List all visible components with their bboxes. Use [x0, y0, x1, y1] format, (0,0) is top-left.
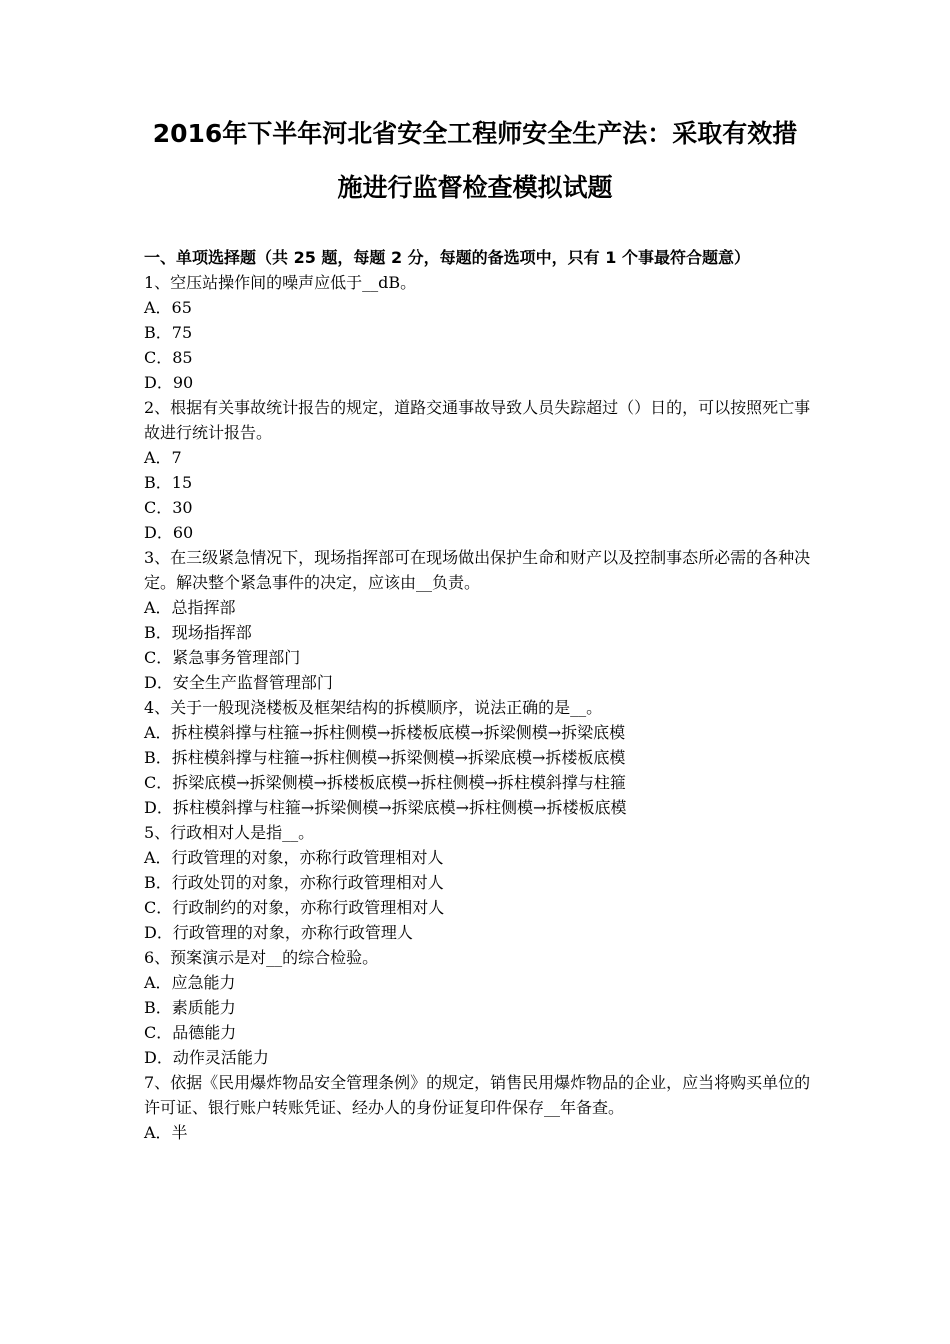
question-stem: 6、预案演示是对__的综合检验。: [144, 948, 379, 967]
option-a: A．总指挥部: [144, 598, 236, 617]
option-b: B．素质能力: [144, 998, 236, 1017]
option-c: C．85: [144, 348, 193, 367]
option-c: C．品德能力: [144, 1023, 237, 1042]
option-d: D．动作灵活能力: [144, 1048, 269, 1067]
question-stem: 1、空压站操作间的噪声应低于__dB。: [144, 273, 417, 292]
option-a: A．行政管理的对象，亦称行政管理相对人: [144, 848, 444, 867]
option-a: A．半: [144, 1123, 188, 1142]
question-7: [144, 1070, 812, 1145]
option-b: B．行政处罚的对象，亦称行政管理相对人: [144, 873, 444, 892]
section-heading: 一、单项选择题（共 25 题，每题 2 分，每题的备选项中，只有 1 个事最符合题意）: [144, 248, 750, 267]
document-title-line-1: 2016年下半年河北省安全工程师安全生产法：采取有效措: [152, 119, 798, 148]
option-a: A．拆柱模斜撑与柱箍→拆柱侧模→拆楼板底模→拆梁侧模→拆梁底模: [144, 723, 626, 742]
option-c: C．30: [144, 498, 193, 517]
option-d: D．行政管理的对象，亦称行政管理人: [144, 923, 413, 942]
option-d: D．90: [144, 373, 194, 392]
question-stem: 4、关于一般现浇楼板及框架结构的拆模顺序，说法正确的是__。: [144, 698, 603, 717]
question-2: [144, 395, 812, 545]
question-3: [144, 545, 812, 695]
document-title-line-2: 施进行监督检查模拟试题: [337, 173, 613, 202]
option-a: A．应急能力: [144, 973, 236, 992]
option-d: D．拆柱模斜撑与柱箍→拆梁侧模→拆梁底模→拆柱侧模→拆楼板底模: [144, 798, 627, 817]
option-c: C．行政制约的对象，亦称行政管理相对人: [144, 898, 445, 917]
question-1: [144, 270, 812, 395]
option-b: B．拆柱模斜撑与柱箍→拆柱侧模→拆梁侧模→拆梁底模→拆楼板底模: [144, 748, 626, 767]
question-4: [144, 695, 812, 820]
option-d: D．安全生产监督管理部门: [144, 673, 333, 692]
option-a: A．65: [144, 298, 192, 317]
option-c: C．紧急事务管理部门: [144, 648, 301, 667]
question-stem: 7、依据《民用爆炸物品安全管理条例》的规定，销售民用爆炸物品的企业，应当将购买单位的许可证、银行账户转账凭证、经办人的身份证复印件保存__年备查。: [144, 1073, 811, 1117]
option-d: D．60: [144, 523, 194, 542]
question-6: [144, 945, 812, 1070]
option-b: B．75: [144, 323, 193, 342]
document-body: [144, 246, 812, 1145]
question-stem: 2、根据有关事故统计报告的规定，道路交通事故导致人员失踪超过（）日的，可以按照死亡事故进行统计报告。: [144, 398, 811, 442]
question-5: [144, 820, 812, 945]
option-b: B．15: [144, 473, 193, 492]
option-b: B．现场指挥部: [144, 623, 252, 642]
question-stem: 5、行政相对人是指__。: [144, 823, 315, 842]
option-a: A．7: [144, 448, 182, 467]
question-stem: 3、在三级紧急情况下，现场指挥部可在现场做出保护生命和财产以及控制事态所必需的各种决定。解决整个紧急事件的决定，应该由__负责。: [144, 548, 811, 592]
option-c: C．拆梁底模→拆梁侧模→拆楼板底模→拆柱侧模→拆柱模斜撑与柱箍: [144, 773, 626, 792]
